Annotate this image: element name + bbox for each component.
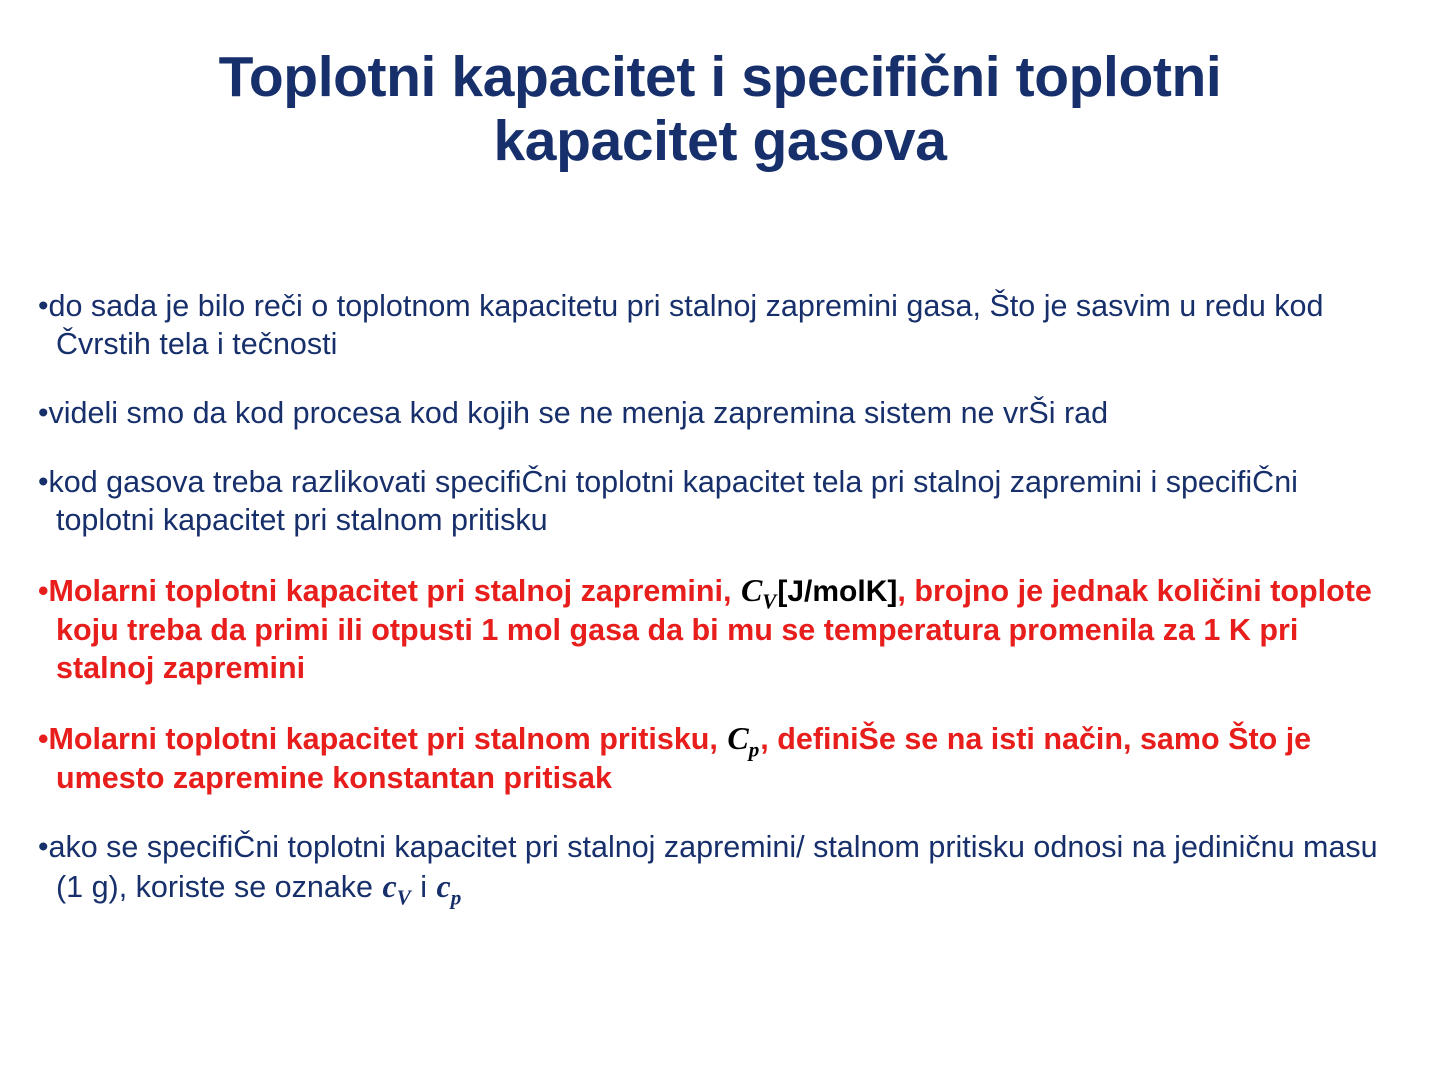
math-symbol-base: C [740,572,763,609]
list-item-text-lead: Molarni toplotni kapacitet pri stalnom pritisku, [48,722,727,757]
list-item [38,463,1400,540]
list-item-text-lead: ako se specifiČni toplotni kapacitet pri stalnoj zapremini/ stalnom pritisku odnosi na jediničnu masu (1 g), koriste se oznake [48,829,1378,905]
page-title: Toplotni kapacitet i specifični toplotni kapacitet gasova [218,45,1222,174]
list-item-text-lead: Molarni toplotni kapacitet pri stalnoj zapremini, [48,574,740,609]
math-symbol-cv-specific [381,868,411,910]
list-item-emphasised [38,718,1400,797]
bullet-marker-icon: • [38,722,49,756]
list-item-conjunction: i [411,870,436,905]
math-symbol-subscript: p [748,737,760,762]
list-item-text-tail: , definiŠe se na isti način, samo Što je umesto zapremine konstantan pritisak [56,722,1312,795]
math-symbol-base: c [382,868,397,905]
math-symbol-subscript: V [396,885,411,910]
math-symbol-base: C [727,720,749,757]
math-symbol-base: c [436,868,451,905]
list-item-text: do sada je bilo reči o toplotnom kapacitetu pri stalnoj zapremini gasa, Što je sasvim u redu kod Čvrstih tela i tečnosti [48,288,1324,361]
list-item-text: videli smo da kod procesa kod kojih se ne menja zapremina sistem ne vrŠi rad [48,395,1109,430]
math-symbol-subscript: V [762,589,777,614]
bullet-marker-icon: • [38,574,49,608]
math-units-jmolk: [J/molK] [777,575,898,609]
bullet-marker-icon: • [38,288,49,322]
bullet-list [38,256,1400,910]
list-item [38,828,1400,910]
list-item-text: kod gasova treba razlikovati specifiČni toplotni kapacitet tela pri stalnoj zapremini i specifiČni toplotni kapacitet pri stalnom pritisku [48,464,1298,538]
math-symbol-subscript: p [450,885,462,910]
list-item [38,287,1400,364]
math-symbol-cv [740,572,777,614]
math-symbol-cp-specific [436,868,463,910]
list-item [38,394,1400,432]
bullet-marker-icon: • [38,465,49,499]
bullet-marker-icon: • [38,396,49,430]
list-item-emphasised [38,570,1400,688]
math-symbol-cp [726,720,760,762]
bullet-marker-icon: • [38,830,49,863]
list-item-text-tail: , brojno je jednak količini toplote koju treba da primi ili otpusti 1 mol gasa da bi mu se temperatura promenila za 1 K pri stalnoj zapremini [56,574,1372,686]
